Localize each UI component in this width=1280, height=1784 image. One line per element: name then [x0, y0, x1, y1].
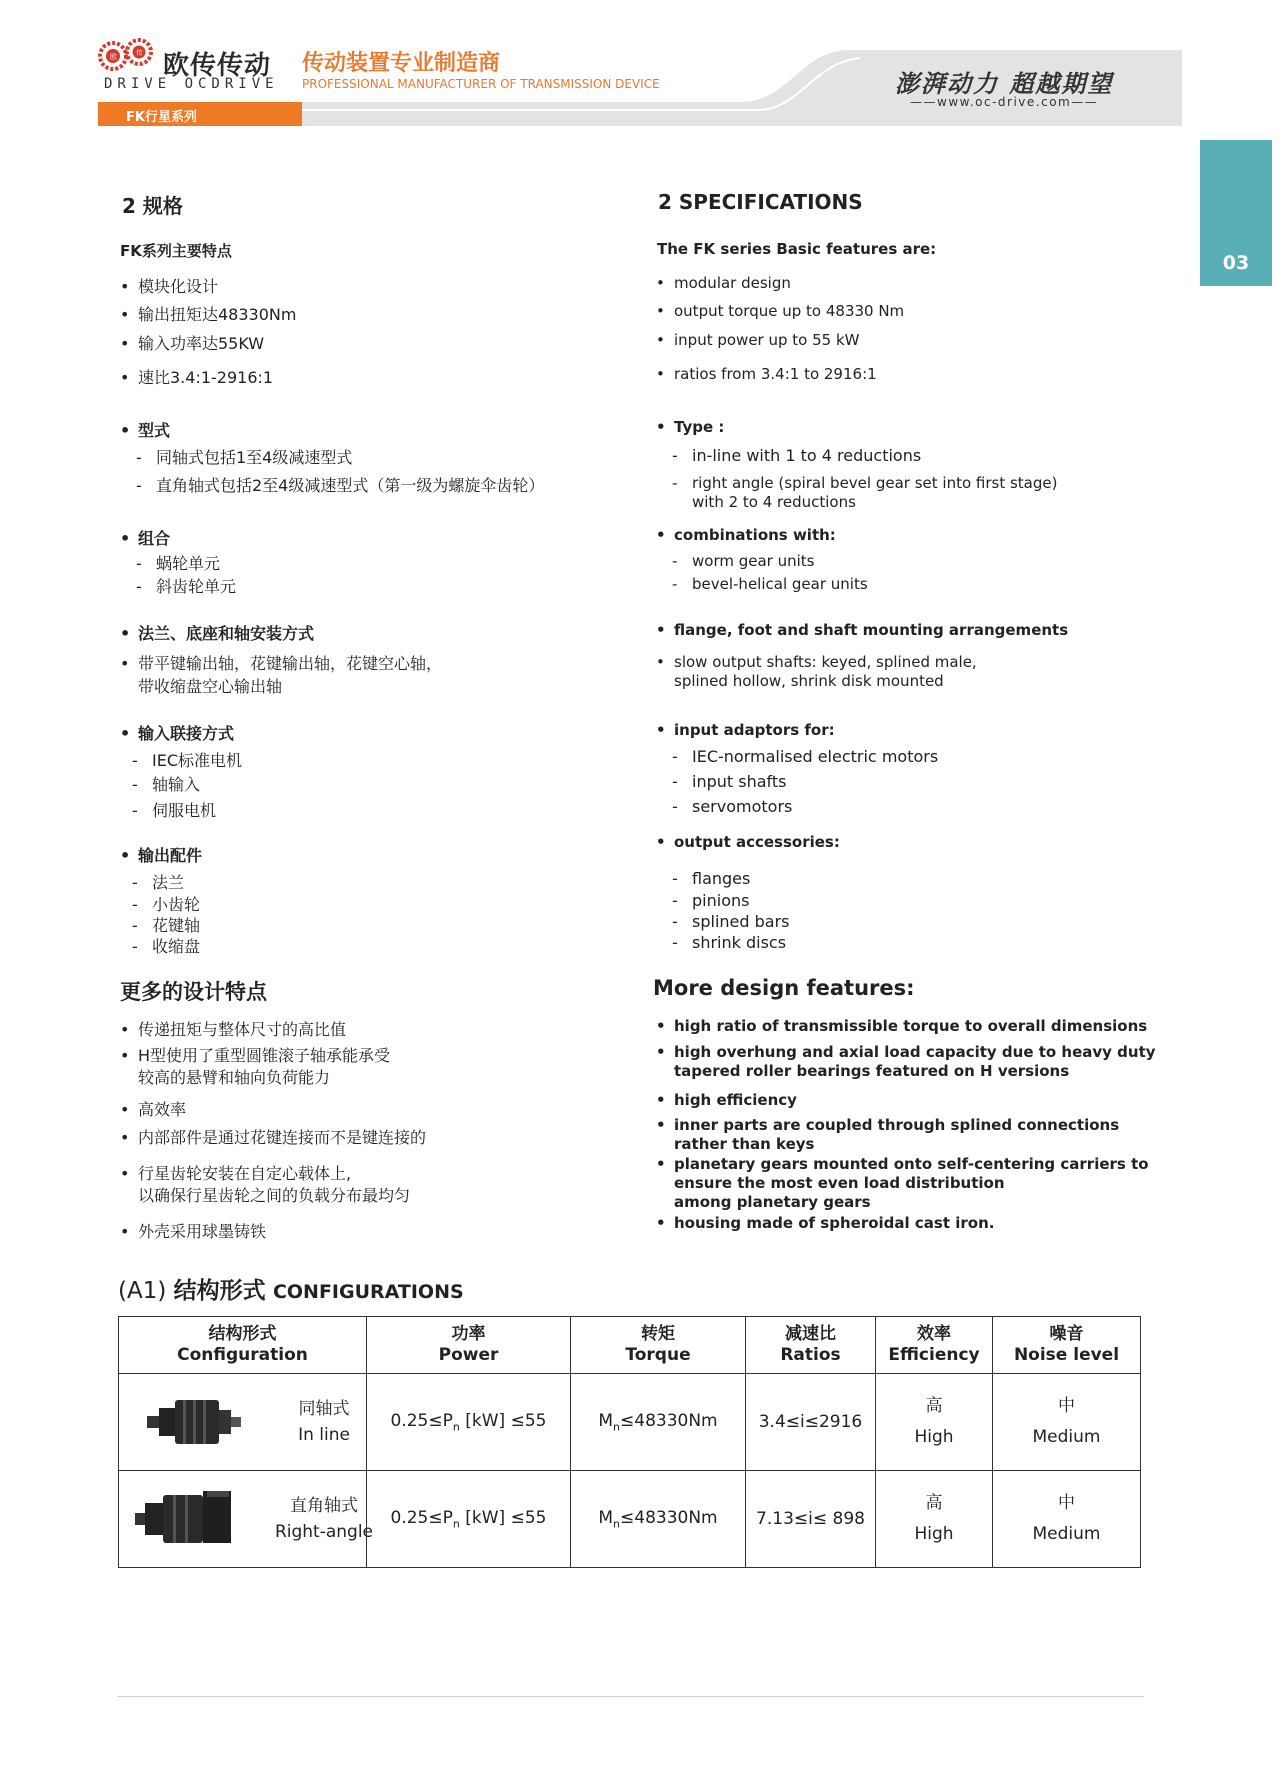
en-mount-title: • flange, foot and shaft mounting arrangements [656, 621, 1069, 639]
en-feature-item: • output torque up to 48330 Nm [656, 302, 905, 320]
en-more-item-cont: among planetary gears [674, 1193, 871, 1211]
config-cell [119, 1374, 367, 1471]
ratios-cell: 7.13≤i≤ 898 [746, 1471, 876, 1568]
tagline-en: PROFESSIONAL MANUFACTURER OF TRANSMISSION DEVICE [302, 77, 660, 91]
en-output-item: - flanges [672, 869, 751, 888]
svg-text:欧: 欧 [110, 53, 117, 61]
table-header-row [119, 1317, 1141, 1374]
en-output-item: - shrink discs [672, 933, 787, 952]
en-combo-item: - bevel-helical gear units [672, 575, 868, 593]
cn-features-title: FK系列主要特点 [120, 242, 232, 260]
config-title [118, 1272, 464, 1305]
cn-heading: 2 规格 [122, 194, 183, 218]
en-more-item: • planetary gears mounted onto self-centering carriers to [656, 1155, 1149, 1173]
torque-cell: $M_n\le 48330Nm$ [571, 1471, 746, 1568]
col-header-efficiency: 效率 Efficiency [876, 1317, 993, 1374]
noise-cell: 中 Medium [993, 1471, 1141, 1568]
cn-type-item: - 直角轴式包括2至4级减速型式（第一级为螺旋伞齿轮） [136, 476, 545, 495]
cn-more-title: 更多的设计特点 [120, 980, 267, 1004]
config-type-label: 同轴式 In line [298, 1399, 350, 1445]
slogan: 澎湃动力 超越期望 [895, 69, 1114, 98]
cn-mount-line: • 带平键输出轴，花键输出轴，花键空心轴， [120, 654, 443, 673]
en-features-title: The FK series Basic features are: [657, 240, 937, 258]
inline-gearbox-image [145, 1390, 245, 1454]
en-more-item-cont: tapered roller bearings featured on H versions [674, 1062, 1070, 1080]
cn-more-item: • 外壳采用球墨铸铁 [120, 1222, 267, 1241]
brand-name-cn: 欧传传动 [163, 51, 272, 81]
cn-output-item: - 法兰 [132, 873, 185, 892]
footer-divider [118, 1696, 1144, 1697]
cn-input-title: • 输入联接方式 [120, 724, 235, 743]
config-type-label: 直角轴式 Right-angle [274, 1496, 374, 1542]
en-input-title: • input adaptors for: [656, 721, 835, 739]
cn-input-item: - IEC标准电机 [132, 751, 243, 770]
config-table [118, 1316, 1141, 1568]
cn-type-item: - 同轴式包括1至4级减速型式 [136, 448, 353, 467]
en-combo-title: • combinations with: [656, 526, 836, 544]
series-label: FK行星系列 [126, 110, 197, 125]
en-more-item: • high ratio of transmissible torque to overall dimensions [656, 1017, 1148, 1035]
en-output-title: • output accessories: [656, 833, 840, 851]
cn-output-item: - 小齿轮 [132, 895, 201, 914]
en-type-title: • Type : [656, 418, 725, 436]
col-header-ratios: 减速比 Ratios [746, 1317, 876, 1374]
cn-more-item: • 高效率 [120, 1100, 187, 1119]
website-url: www.oc-drive.com [937, 95, 1072, 109]
cn-feature-item: • 模块化设计 [120, 277, 219, 296]
svg-text:传: 传 [136, 49, 143, 57]
tagline-cn: 传动装置专业制造商 [302, 51, 501, 76]
en-input-item: - IEC-normalised electric motors [672, 747, 939, 766]
config-cell [119, 1471, 374, 1568]
table-row [119, 1471, 1141, 1568]
cn-more-item: • 行星齿轮安装在自定心载体上, [120, 1164, 352, 1183]
cn-input-item: - 伺服电机 [132, 801, 217, 820]
website: ——www.oc-drive.com—— [910, 95, 1099, 109]
col-header-configuration: 结构形式 Configuration [119, 1317, 367, 1374]
cn-more-item-cont: 以确保行星齿轮之间的负载分布最均匀 [138, 1186, 411, 1205]
en-input-item: - input shafts [672, 772, 787, 791]
cn-more-item-cont: 较高的悬臂和轴向负荷能力 [138, 1068, 331, 1087]
en-mount-line: • slow output shafts: keyed, splined male, [656, 653, 977, 671]
en-feature-item: • modular design [656, 274, 791, 292]
torque-cell: $M_n\le 48330Nm$ [571, 1374, 746, 1471]
en-output-item: - splined bars [672, 912, 790, 931]
efficiency-cell: 高 High [876, 1471, 993, 1568]
col-header-torque: 转矩 Torque [571, 1317, 746, 1374]
en-heading: 2 SPECIFICATIONS [658, 190, 863, 214]
cn-feature-item: • 速比3.4:1-2916:1 [120, 368, 274, 387]
cn-more-item: • H型使用了重型圆锥滚子轴承能承受 [120, 1046, 391, 1065]
en-feature-item: • ratios from 3.4:1 to 2916:1 [656, 365, 877, 383]
cn-combo-item: - 蜗轮单元 [136, 554, 221, 573]
cn-mount-line: 带收缩盘空心输出轴 [138, 677, 283, 696]
en-type-item: - in-line with 1 to 4 reductions [672, 446, 922, 465]
config-prefix: (A1) [118, 1278, 167, 1304]
en-more-item: • high overhung and axial load capacity due to heavy duty [656, 1043, 1156, 1061]
cn-mount-title: • 法兰、底座和轴安装方式 [120, 624, 315, 643]
efficiency-cell: 高 High [876, 1374, 993, 1471]
power-cell: $0.25\le P_n$ [kW] ≤55 [367, 1471, 571, 1568]
en-more-item-cont: rather than keys [674, 1135, 815, 1153]
cn-more-item: • 传递扭矩与整体尺寸的高比值 [120, 1020, 347, 1039]
right-angle-gearbox-image [133, 1487, 233, 1551]
col-header-noise: 噪音 Noise level [993, 1317, 1141, 1374]
cn-output-item: - 收缩盘 [132, 937, 201, 956]
power-cell: $0.25\le P_n$ [kW] ≤55 [367, 1374, 571, 1471]
table-row [119, 1374, 1141, 1471]
config-title-cn: 结构形式 [173, 1278, 266, 1304]
en-type-item-cont: with 2 to 4 reductions [692, 493, 856, 511]
en-feature-item: • input power up to 55 kW [656, 331, 860, 349]
cn-combo-item: - 斜齿轮单元 [136, 577, 237, 596]
noise-cell: 中 Medium [993, 1374, 1141, 1471]
en-output-item: - pinions [672, 891, 750, 910]
en-more-title: More design features: [653, 976, 915, 1000]
cn-output-title: • 输出配件 [120, 846, 203, 865]
en-type-item: - right angle (spiral bevel gear set into first stage) [672, 474, 1058, 492]
brand-name-en: DRIVE OCDRIVE [104, 76, 279, 92]
cn-feature-item: • 输出扭矩达48330Nm [120, 305, 297, 324]
ratios-cell: 3.4≤i≤2916 [746, 1374, 876, 1471]
en-input-item: - servomotors [672, 797, 793, 816]
en-mount-line: splined hollow, shrink disk mounted [674, 672, 944, 690]
en-more-item-cont: ensure the most even load distribution [674, 1174, 1005, 1192]
cn-feature-item: • 输入功率达55KW [120, 334, 265, 353]
cn-combo-title: • 组合 [120, 529, 171, 548]
en-more-item: • housing made of spheroidal cast iron. [656, 1214, 995, 1232]
cn-more-item: • 内部部件是通过花键连接而不是键连接的 [120, 1128, 427, 1147]
en-more-item: • high efficiency [656, 1091, 797, 1109]
cn-input-item: - 轴输入 [132, 775, 201, 794]
en-combo-item: - worm gear units [672, 552, 815, 570]
page-number: 03 [1222, 252, 1250, 274]
en-more-item: • inner parts are coupled through splined connections [656, 1116, 1120, 1134]
cn-output-item: - 花键轴 [132, 916, 201, 935]
config-title-en: CONFIGURATIONS [272, 1281, 464, 1303]
cn-type-title: • 型式 [120, 421, 171, 440]
col-header-power: 功率 Power [367, 1317, 571, 1374]
